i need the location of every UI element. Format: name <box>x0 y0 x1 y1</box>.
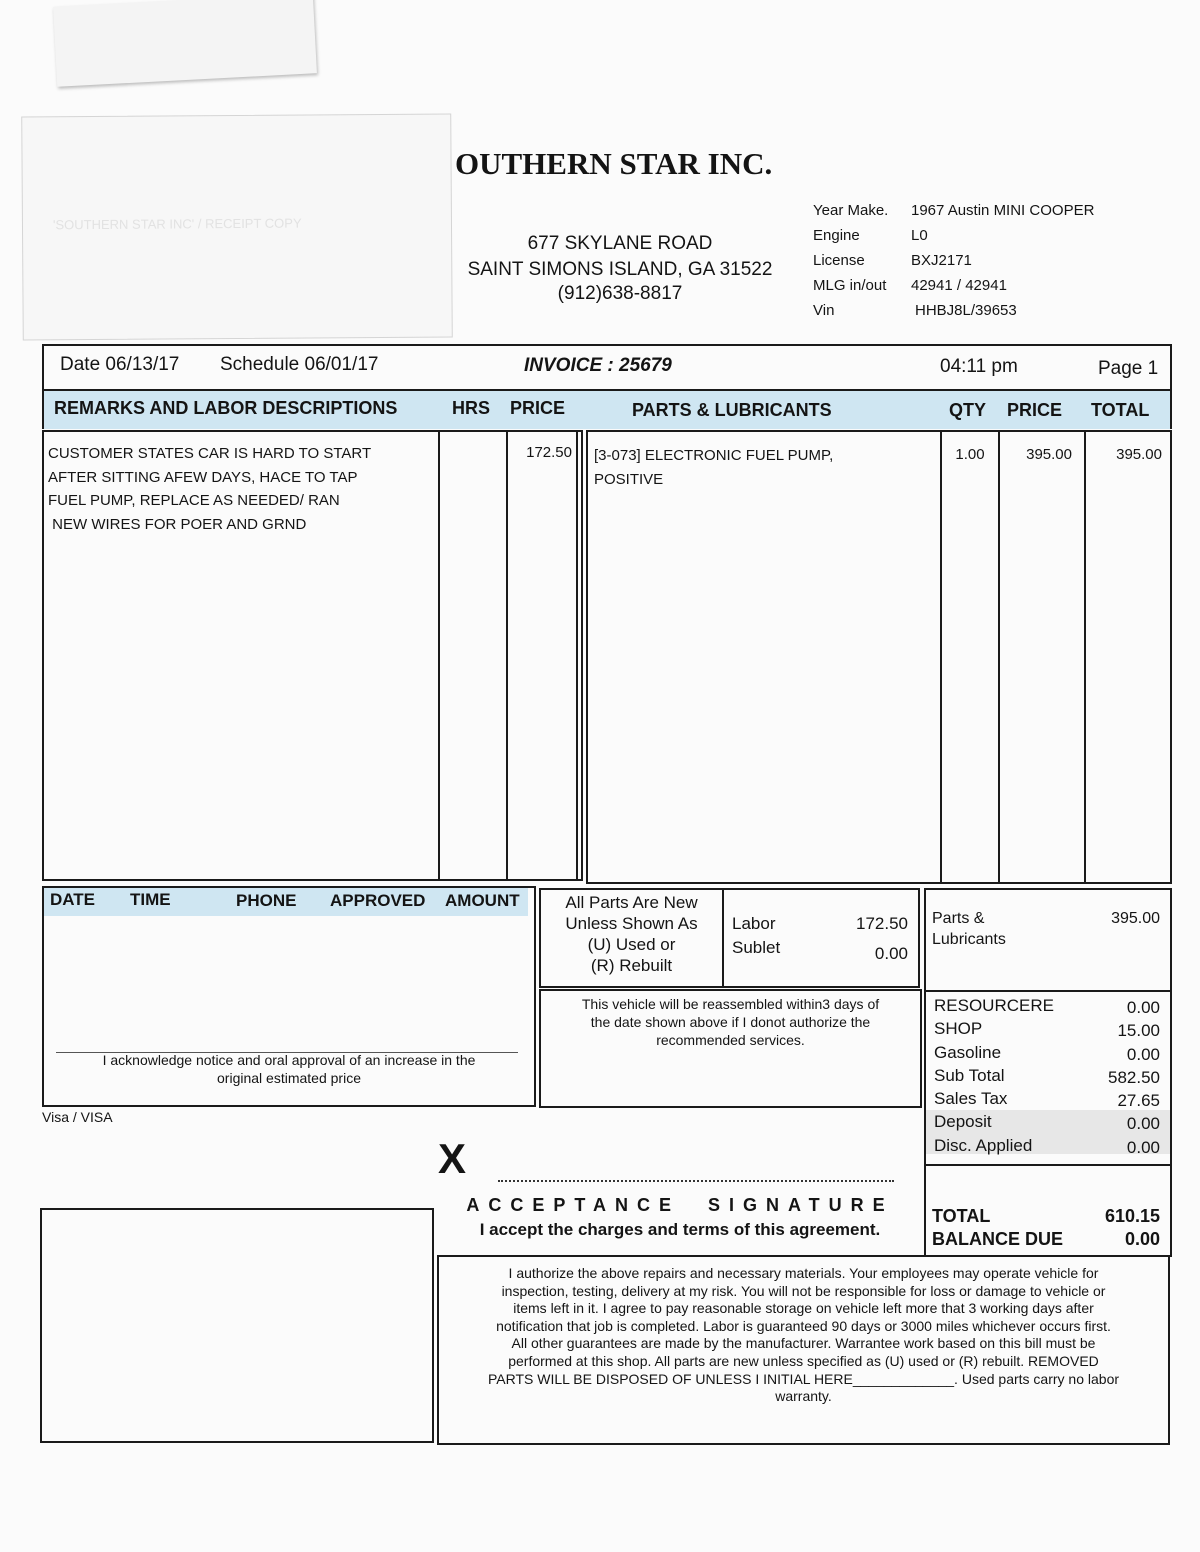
totals-label-resourcere: RESOURCERE <box>934 996 1054 1015</box>
vin-label: Vin <box>813 302 835 319</box>
company-name: OUTHERN STAR INC. <box>455 146 773 181</box>
vehicle-values <box>911 198 1094 323</box>
company-phone: (912)638-8817 <box>557 283 683 304</box>
parts-lub-value: 395.00 <box>1111 910 1160 927</box>
totals-divider <box>926 1164 1170 1166</box>
sticky-note-top <box>53 0 317 87</box>
sticky-note-text: 'SOUTHERN STAR INC' / RECEIPT COPY <box>52 215 302 233</box>
approval-amount-label: AMOUNT <box>445 891 520 910</box>
totals-label-deposit: Deposit <box>934 1112 992 1132</box>
labor-line-3: FUEL PUMP, REPLACE AS NEEDED/ RAN <box>48 492 340 509</box>
balance-due-label: BALANCE DUE <box>932 1229 1064 1249</box>
totals-value-shop: 15.00 <box>1117 1021 1160 1041</box>
page-number: Page 1 <box>1098 358 1159 379</box>
mileage-value: 42941 / 42941 <box>911 277 1007 294</box>
year-make-value: 1967 Austin MINI COOPER <box>911 202 1095 219</box>
totals-label-sales-tax: Sales Tax <box>934 1089 1008 1109</box>
part-price: 395.00 <box>1026 446 1072 463</box>
parts-note-text <box>541 892 722 976</box>
part-line-1: [3-073] ELECTRONIC FUEL PUMP, <box>594 447 834 464</box>
schedule-date: Schedule 06/01/17 <box>220 354 379 375</box>
labor-section <box>42 430 583 881</box>
reassembly-note-box <box>539 989 922 1108</box>
labor-total-label: Labor <box>732 914 776 933</box>
col-total: TOTAL <box>1091 400 1150 420</box>
col-qty: QTY <box>949 400 987 420</box>
labor-line-2: AFTER SITTING AFEW DAYS, HACE TO TAP <box>48 468 358 486</box>
totals-values <box>1026 996 1160 1159</box>
totals-label-gasoline: Gasoline <box>934 1042 1002 1062</box>
totals-value-sales-tax: 27.65 <box>1117 1091 1160 1111</box>
vehicle-info <box>813 198 888 323</box>
reassembly-line-1: This vehicle will be reassembled within3 days of <box>581 996 880 1012</box>
parts-lubricants-total-box <box>924 888 1172 992</box>
year-make-label: Year Make. <box>813 202 889 219</box>
terms-text <box>441 1265 1166 1406</box>
parts-lub-label-1: Parts & <box>932 910 985 927</box>
approval-approved-label: APPROVED <box>330 891 426 910</box>
terms-line-8: warranty. <box>775 1388 832 1405</box>
labor-line-4: NEW WIRES FOR POER AND GRND <box>48 515 307 533</box>
terms-line-4: notification that job is completed. Labor is guaranteed 90 days or 3000 miles whichever occurs first. <box>496 1317 1111 1334</box>
terms-box <box>437 1255 1170 1445</box>
company-address-1: 677 SKYLANE ROAD <box>527 233 713 254</box>
terms-line-3: items left in it. I agree to pay reasonable storage on vehicle left more that 3 working days after <box>513 1300 1094 1317</box>
part-qty: 1.00 <box>955 446 985 463</box>
reassembly-note-text <box>541 995 920 1049</box>
invoice-header-row <box>42 344 1172 391</box>
approval-phone-label: PHONE <box>236 891 297 910</box>
column-header-bar <box>42 391 1172 429</box>
sublet-value: 0.00 <box>874 944 908 963</box>
reassembly-line-3: recommended services. <box>656 1032 805 1048</box>
license-value: BXJ2171 <box>911 252 972 269</box>
sticky-note-address <box>21 114 453 341</box>
labor-line-1: CUSTOMER STATES CAR IS HARD TO START <box>48 445 372 462</box>
totals-label-subtotal: Sub Total <box>934 1065 1005 1085</box>
totals-value-discount: 0.00 <box>1126 1137 1160 1157</box>
vin-value: HHBJ8L/39653 <box>915 302 1017 319</box>
acceptance-signature-title: ACCEPTANCE SIGNATURE <box>466 1195 894 1215</box>
col-remarks: REMARKS AND LABOR DESCRIPTIONS <box>54 398 398 418</box>
company-address-2: SAINT SIMONS ISLAND, GA 31522 <box>467 259 773 280</box>
engine-label: Engine <box>813 227 860 244</box>
stamp-box <box>40 1208 434 1443</box>
invoice-number: INVOICE : 25679 <box>524 355 672 376</box>
parts-section <box>586 430 1172 884</box>
labor-description <box>48 442 371 536</box>
totals-value-deposit: 0.00 <box>1126 1114 1160 1134</box>
approval-section <box>42 886 536 1107</box>
invoice-date: Date 06/13/17 <box>60 354 180 375</box>
col-parts-price: PRICE <box>1007 400 1063 420</box>
reassembly-line-2: the date shown above if I donot authorize the <box>590 1014 871 1030</box>
parts-note-box <box>539 888 724 988</box>
approval-time-label: TIME <box>130 890 171 909</box>
grand-total-value: 610.15 <box>1104 1206 1160 1226</box>
part-line-2: POSITIVE <box>594 471 664 488</box>
payment-method: Visa / VISA <box>42 1109 113 1125</box>
totals-value-subtotal: 582.50 <box>1108 1067 1160 1087</box>
approval-header <box>44 888 528 916</box>
mileage-label: MLG in/out <box>813 277 887 294</box>
acknowledgment-text <box>44 1051 534 1087</box>
totals-value-gasoline: 0.00 <box>1126 1044 1160 1064</box>
approval-date-label: DATE <box>50 890 96 909</box>
totals-panel <box>924 992 1172 1257</box>
terms-line-6: performed at this shop. All parts are new unless specified as (U) used or (R) rebuilt. REMOVED <box>508 1352 1099 1369</box>
parts-note-line-2: Unless Shown As <box>565 914 698 933</box>
ack-line-2: original estimated price <box>217 1070 361 1086</box>
balance-due-value: 0.00 <box>1124 1229 1160 1249</box>
engine-value: L0 <box>911 227 928 244</box>
ack-line-1: I acknowledge notice and oral approval of an increase in the <box>102 1052 476 1068</box>
part-total: 395.00 <box>1116 446 1162 463</box>
sublet-label: Sublet <box>732 938 781 957</box>
terms-line-5: All other guarantees are made by the manufacturer. Warrantee work based on this bill must be <box>511 1335 1096 1352</box>
acceptance-signature-subtitle: I accept the charges and terms of this agreement. <box>479 1220 881 1239</box>
signature-line[interactable] <box>498 1180 894 1182</box>
signature-x: X <box>438 1135 467 1182</box>
labor-price: 172.50 <box>526 444 572 461</box>
labor-sublet-box <box>722 888 920 988</box>
col-price: PRICE <box>510 398 566 418</box>
parts-note-line-3: (U) Used or <box>587 935 676 954</box>
col-parts: PARTS & LUBRICANTS <box>632 400 832 420</box>
terms-line-1: I authorize the above repairs and necessary materials. Your employees may operate vehicle for <box>508 1265 1099 1281</box>
license-label: License <box>813 252 865 269</box>
parts-note-line-1: All Parts Are New <box>565 893 698 912</box>
totals-label-shop: SHOP <box>934 1019 983 1039</box>
grand-total-label: TOTAL <box>932 1206 991 1226</box>
totals-label-discount: Disc. Applied <box>934 1135 1033 1155</box>
invoice-time: 04:11 pm <box>940 356 1018 377</box>
parts-note-line-4: (R) Rebuilt <box>590 956 673 975</box>
totals-value-resourcere: 0.00 <box>1126 998 1160 1017</box>
terms-line-7[interactable]: PARTS WILL BE DISPOSED OF UNLESS I INITIAL HERE_____________. Used parts carry no labor <box>487 1370 1120 1387</box>
part-description <box>594 444 833 492</box>
terms-line-2: inspection, testing, delivery at my risk. You will not be responsible for loss or damage to vehicle or <box>501 1282 1106 1299</box>
col-hrs: HRS <box>452 398 491 418</box>
parts-lub-label-2: Lubricants <box>932 931 1006 948</box>
labor-total-value: 172.50 <box>856 914 908 933</box>
